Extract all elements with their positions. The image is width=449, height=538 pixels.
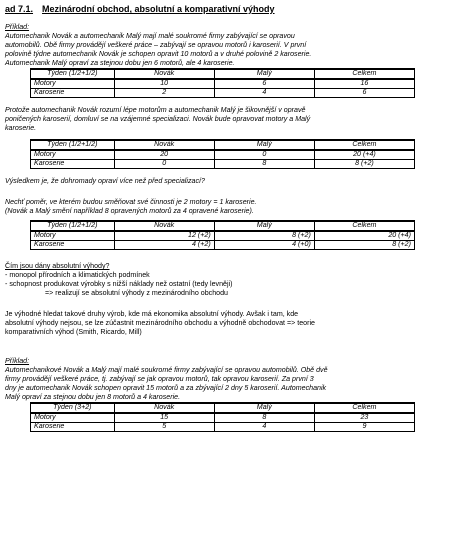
table-cell: 0 [214, 150, 314, 160]
repair-table-example2 [30, 402, 415, 432]
table-cell: 20 (+4) [314, 150, 414, 160]
example-label: Příklad: [5, 23, 30, 31]
repair-table-exchange [30, 220, 415, 250]
specialization-text-line: Protože automechanik Novák rozumí lépe motorům a automechanik Malý je šikovnější v opravě [5, 106, 306, 114]
table-header-row [31, 221, 415, 231]
table-cell: 8 [214, 160, 314, 169]
table-cell: 0 [114, 160, 214, 169]
exchange-ratio-line: Nechť poměr, ve kterém budou směňovat své činnosti je 2 motory = 1 karoserie. [5, 198, 257, 206]
example-text-line: Automechanik Novák a automechanik Malý mají malé soukromé firmy zabývající se opravou [5, 32, 295, 40]
conclusion-line: komparativních výhod (Smith, Ricardo, Mill) [5, 328, 142, 336]
table-header-cell: Novák [114, 221, 214, 231]
table-row [31, 160, 415, 169]
table-cell: 8 (+2) [214, 231, 314, 241]
advantages-result: => realizují se absolutní výhody z mezinárodního obchodu [45, 289, 228, 297]
exchange-ratio-line: (Novák a Malý smění například 8 opravených motorů za 4 opravené karoserie). [5, 207, 254, 215]
table-row [31, 150, 415, 160]
table-cell: 8 (+2) [314, 241, 414, 250]
table-header-row [31, 69, 415, 79]
repair-table-initial [30, 68, 415, 98]
table-cell: 8 (+2) [314, 160, 414, 169]
table-row [31, 413, 415, 423]
table-cell: 16 [314, 79, 414, 89]
section-title: Mezinárodní obchod, absolutní a komparativní výhody [42, 4, 275, 14]
table-row [31, 241, 415, 250]
table-cell: 10 [114, 79, 214, 89]
table-cell: 6 [214, 79, 314, 89]
table-cell: Karoserie [31, 89, 115, 98]
table-cell: Motory [31, 413, 115, 423]
example-text-line: automobilů. Obě firmy provádějí veškeré práce – zabývají se opravou motorů i karoserií. V první [5, 41, 307, 49]
table-header-row [31, 140, 415, 150]
table-cell: 12 (+2) [114, 231, 214, 241]
table-cell: 2 [114, 89, 214, 98]
question-text: Výsledkem je, že dohromady opraví více než před specializací? [5, 177, 205, 185]
example-text-line: polovině týdne automechanik Novák je schopen opravit 10 motorů a v druhé polovině 2 karoserie. [5, 50, 312, 58]
table-header-cell: Týden (1/2+1/2) [31, 221, 115, 231]
table-header-cell: Týden (1/2+1/2) [31, 140, 115, 150]
table-cell: 23 [314, 413, 414, 423]
table-cell: 5 [114, 423, 214, 432]
table-cell: 15 [114, 413, 214, 423]
table-header-cell: Celkem [314, 140, 414, 150]
table-cell: 20 (+4) [314, 231, 414, 241]
table-cell: Karoserie [31, 160, 115, 169]
table-cell: 8 [214, 413, 314, 423]
table-header-cell: Celkem [314, 69, 414, 79]
table-header-row [31, 403, 415, 413]
advantages-item: - monopol přírodních a klimatických podmínek [5, 271, 150, 279]
table-cell: Motory [31, 231, 115, 241]
table-cell: Karoserie [31, 241, 115, 250]
example-text-line: Automechanik Malý opraví za stejnou dobu jen 6 motorů, ale 4 karoserie. [5, 59, 235, 67]
table-cell: 4 [214, 89, 314, 98]
table-header-cell: Celkem [314, 221, 414, 231]
table-row [31, 89, 415, 98]
table-header-cell: Týden (3+2) [31, 403, 115, 413]
example-label: Příklad: [5, 357, 30, 365]
table-header-cell: Novák [114, 69, 214, 79]
example-text-line: dny je automechanik Novák schopen opravit 15 motorů a za zbývající 2 dny 5 karoserií. Automechanik [5, 384, 327, 392]
table-header-cell: Novák [114, 403, 214, 413]
table-row [31, 231, 415, 241]
table-row [31, 79, 415, 89]
example-text-line: Malý opraví za stejnou dobu jen 8 motorů a 4 karoserie. [5, 393, 181, 401]
table-cell: 20 [114, 150, 214, 160]
table-cell: Karoserie [31, 423, 115, 432]
example-text-line: Automechanikové Novák a Malý mají malé soukromé firmy zabývající se opravou automobilů. Obě dvě [5, 366, 328, 374]
advantages-heading: Čím jsou dány absolutní výhody? [5, 262, 110, 270]
example-text-line: firmy provádějí veškeré práce, tj. zabývají se jak opravou motorů, tak opravou karoserií. Za první 3 [5, 375, 314, 383]
table-cell: 9 [314, 423, 414, 432]
table-cell: Motory [31, 79, 115, 89]
table-header-cell: Celkem [314, 403, 414, 413]
conclusion-line: Je výhodné hledat takové druhy výrob, kde má ekonomika absolutní výhody. Avšak i tam, kde [5, 310, 299, 318]
table-header-cell: Malý [214, 69, 314, 79]
table-header-cell: Malý [214, 403, 314, 413]
table-cell: 4 (+0) [214, 241, 314, 250]
specialization-text-line: karoserie. [5, 124, 37, 132]
specialization-text-line: poničených karoserií, domluví se na vzájemné specializaci. Novák bude opravovat motory a Malý [5, 115, 311, 123]
advantages-item: - schopnost produkovat výrobky s nižší náklady než ostatní (tedy levněji) [5, 280, 233, 288]
table-cell: Motory [31, 150, 115, 160]
table-header-cell: Týden (1/2+1/2) [31, 69, 115, 79]
table-header-cell: Malý [214, 140, 314, 150]
table-cell: 6 [314, 89, 414, 98]
table-header-cell: Novák [114, 140, 214, 150]
section-number: ad 7.1. [5, 4, 34, 14]
table-cell: 4 (+2) [114, 241, 214, 250]
table-header-cell: Malý [214, 221, 314, 231]
repair-table-specialization [30, 139, 415, 169]
table-row [31, 423, 415, 432]
conclusion-line: absolutní výhody nejsou, se lze zúčastnit mezinárodního obchodu a výhodně obchodovat => teorie [5, 319, 315, 327]
table-cell: 4 [214, 423, 314, 432]
page-title [5, 4, 443, 15]
